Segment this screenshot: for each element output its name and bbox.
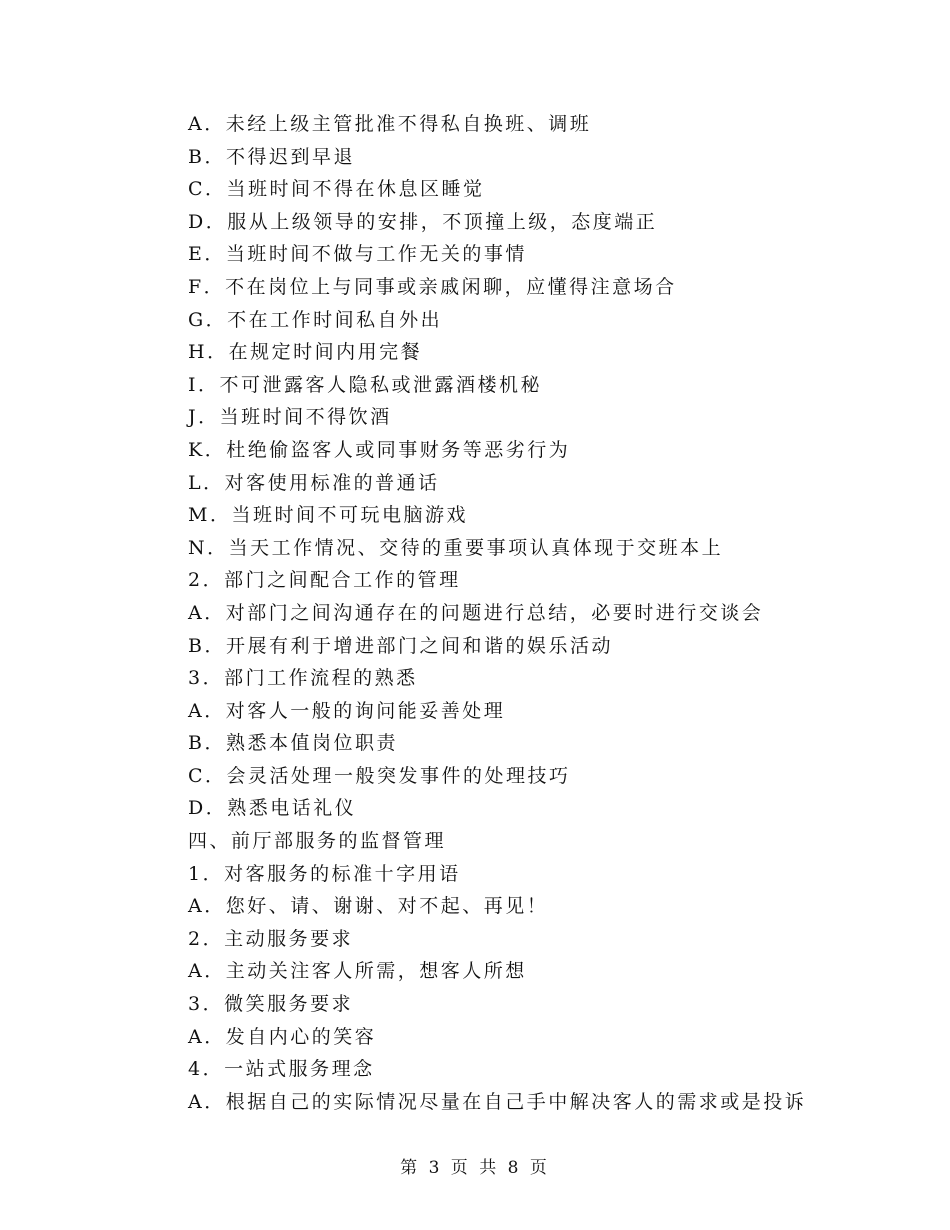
text-line: A．未经上级主管批准不得私自换班、调班 (188, 113, 592, 135)
text-line: D．熟悉电话礼仪 (188, 797, 357, 820)
text-line: C．当班时间不得在休息区睡觉 (188, 178, 485, 201)
section-heading: 3．部门工作流程的熟悉 (188, 667, 418, 690)
text-line: C．会灵活处理一般突发事件的处理技巧 (188, 764, 571, 787)
text-line: A．主动关注客人所需，想客人所想 (188, 960, 527, 983)
section-heading: 2．部门之间配合工作的管理 (188, 569, 461, 592)
page-footer: 第 3 页 共 8 页 (400, 1158, 550, 1178)
text-line: J．当班时间不得饮酒 (188, 406, 392, 429)
section-heading: 3．微笑服务要求 (188, 993, 354, 1016)
text-line: E．当班时间不做与工作无关的事情 (188, 243, 527, 266)
text-line: G．不在工作时间私自外出 (188, 308, 443, 331)
text-line: A．对部门之间沟通存在的问题进行总结，必要时进行交谈会 (188, 601, 764, 624)
text-line: B．开展有利于增进部门之间和谐的娱乐活动 (188, 634, 613, 657)
text-line: D．服从上级领导的安排，不顶撞上级，态度端正 (188, 210, 658, 233)
section-heading: 1．对客服务的标准十字用语 (188, 862, 461, 885)
text-line: A．根据自己的实际情况尽量在自己手中解决客人的需求或是投诉 (188, 1090, 807, 1113)
text-line: A．对客人一般的询问能妥善处理 (188, 699, 506, 722)
text-line: H．在规定时间内用完餐 (188, 341, 423, 364)
section-heading: 2．主动服务要求 (188, 927, 354, 950)
text-line: B．熟悉本值岗位职责 (188, 732, 398, 755)
text-line: F．不在岗位上与同事或亲戚闲聊，应懂得注意场合 (188, 275, 677, 298)
document-body (188, 108, 888, 1118)
text-line: A．发自内心的笑容 (188, 1025, 377, 1048)
chapter-heading: 四、前厅部服务的监督管理 (188, 830, 447, 853)
text-line: I．不可泄露客人隐私或泄露酒楼机秘 (188, 373, 543, 396)
text-line: B．不得迟到早退 (188, 145, 355, 168)
section-heading: 4．一站式服务理念 (188, 1058, 375, 1081)
text-line: K．杜绝偷盗客人或同事财务等恶劣行为 (188, 438, 571, 461)
text-line: A．您好、请、谢谢、对不起、再见！ (188, 895, 549, 918)
text-line: L．对客使用标准的普通话 (188, 471, 440, 494)
text-line: N．当天工作情况、交待的重要事项认真体现于交班本上 (188, 536, 724, 559)
text-line: M．当班时间不可玩电脑游戏 (188, 504, 468, 527)
